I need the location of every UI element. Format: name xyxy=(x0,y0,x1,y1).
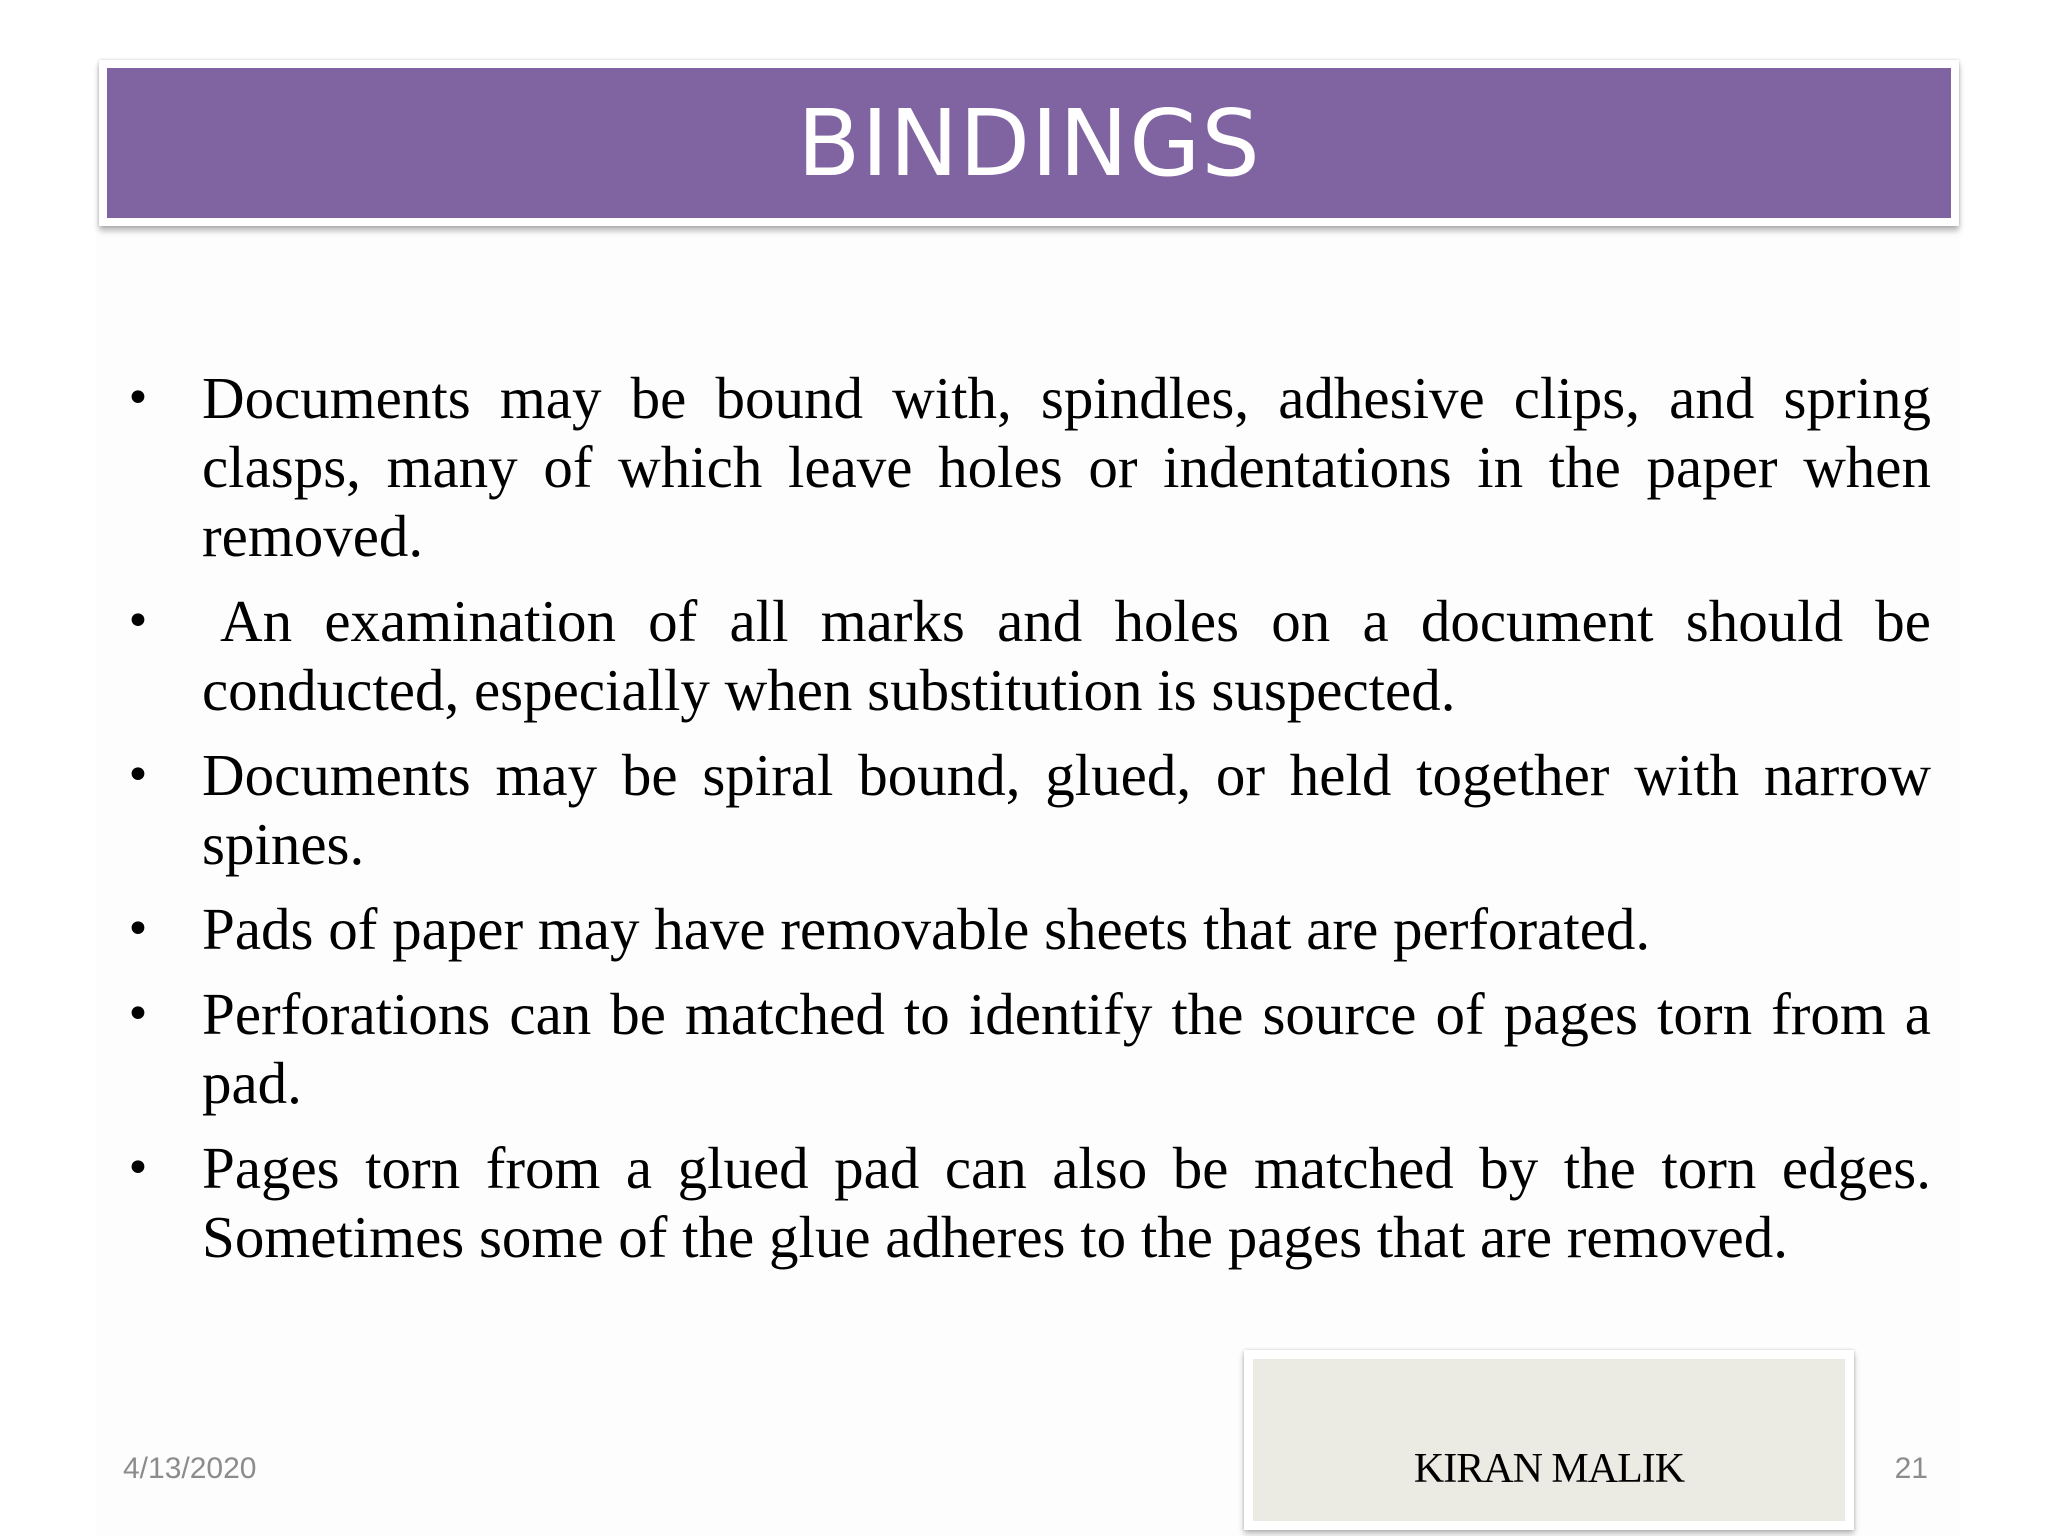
bullet-item xyxy=(121,980,1931,1118)
author-box xyxy=(1253,1359,1845,1521)
bullet-text: Perforations can be matched to identify the source of pages torn from a pad. xyxy=(202,981,1931,1116)
bullet-list xyxy=(121,364,1931,1288)
bullet-text: Documents may be spiral bound, glued, or held together with narrow spines. xyxy=(202,742,1931,877)
slide-title: BINDINGS xyxy=(797,90,1261,197)
bullet-icon: • xyxy=(125,596,151,647)
title-frame xyxy=(99,60,1959,226)
bullet-item xyxy=(121,1134,1931,1272)
bullet-item xyxy=(121,895,1931,964)
author-frame xyxy=(1244,1350,1854,1530)
bullet-icon: • xyxy=(125,373,151,424)
author-name: KIRAN MALIK xyxy=(1413,1446,1685,1492)
bullet-item xyxy=(121,741,1931,879)
bullet-item xyxy=(121,587,1931,725)
bullet-text: Pages torn from a glued pad can also be matched by the torn edges. Sometimes some of the glue adheres to the pages that are removed. xyxy=(202,1135,1931,1270)
bullet-text: Pads of paper may have removable sheets that are perforated. xyxy=(202,896,1651,962)
bullet-item xyxy=(121,364,1931,571)
bullet-text: An examination of all marks and holes on a document should be conducted, especially when substitution is suspected. xyxy=(202,588,1931,723)
bullet-icon: • xyxy=(125,1143,151,1194)
bullet-text: Documents may be bound with, spindles, adhesive clips, and spring clasps, many of which leave holes or indentations in the paper when removed. xyxy=(202,365,1931,569)
bullet-icon: • xyxy=(125,989,151,1040)
bullet-icon: • xyxy=(125,750,151,801)
page-number: 21 xyxy=(1894,1452,1928,1485)
bullet-icon: • xyxy=(125,904,151,955)
footer-date: 4/13/2020 xyxy=(123,1452,257,1485)
title-bar xyxy=(107,68,1951,218)
